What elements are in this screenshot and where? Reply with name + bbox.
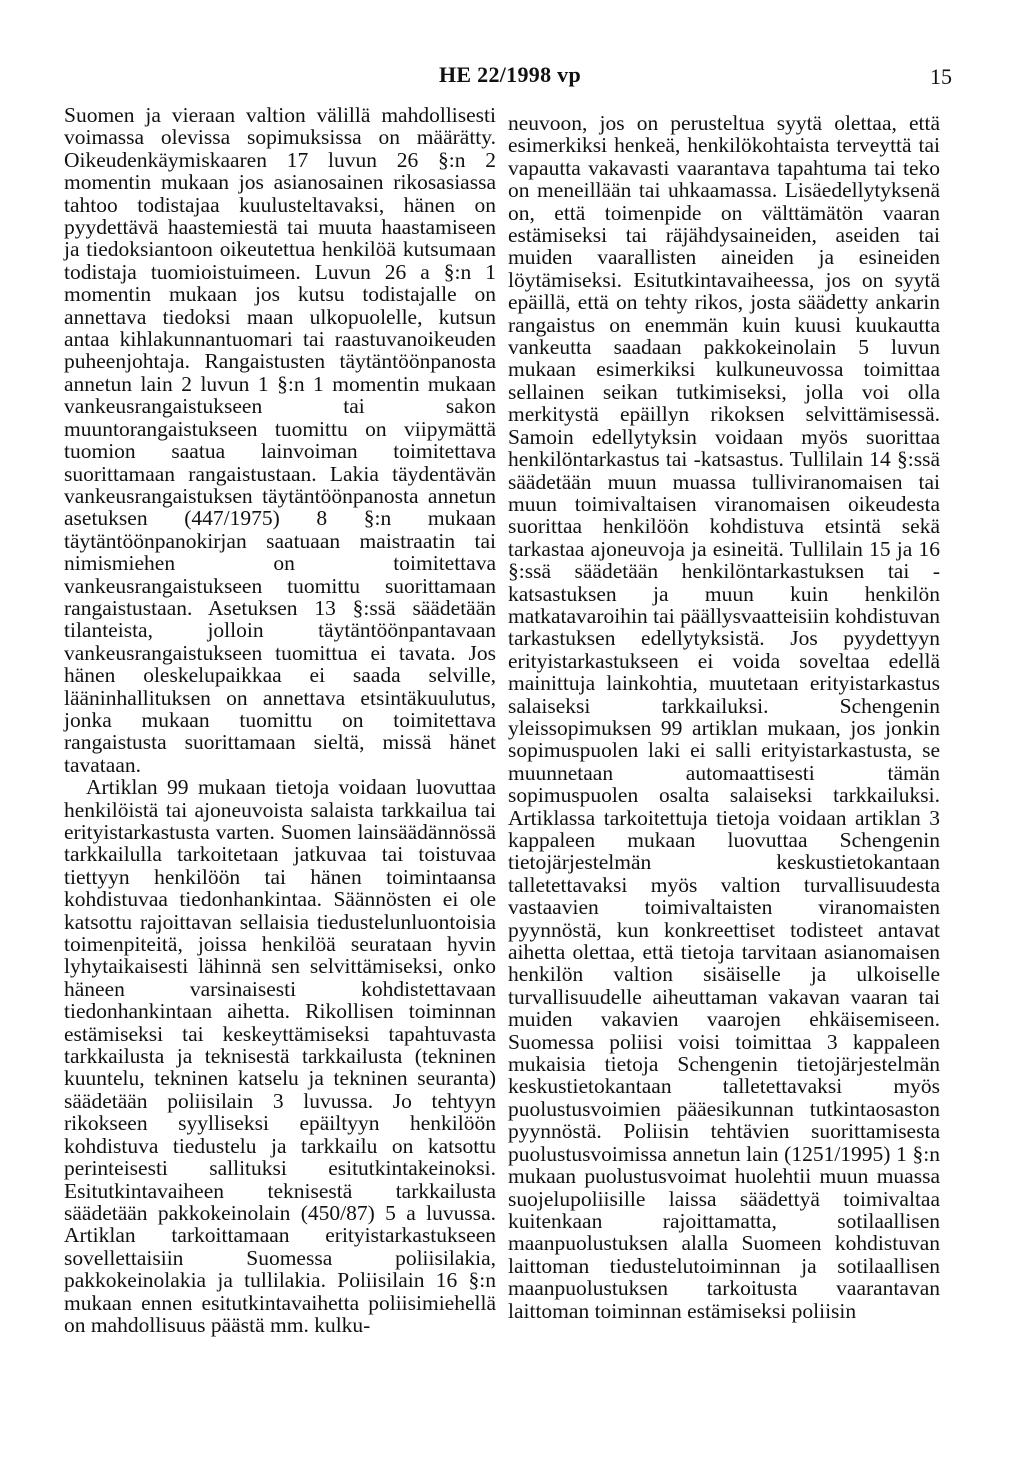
running-header <box>0 62 1024 92</box>
right-text-column <box>508 112 940 1322</box>
left-text-column <box>64 104 496 1336</box>
right-paragraph-1: neuvoon, jos on perusteltua syytä olettaa, että esimerkiksi henkeä, henkilökohtaista terveyttä tai vapautta vakavasti vaarantava tapahtuma tai teko on meneillään tai uhkaamassa. Lisäedellytyksenä on, että toimenpide on välttämätön vaaran estämiseksi tai räjähdysaineiden, aseiden tai muiden vaarallisten aineiden ja esineiden löytämiseksi. Esitutkintavaiheessa, jos on syytä epäillä, että on tehty rikos, josta säädetty ankarin rangaistus on enemmän kuin kuusi kuukautta vankeutta saadaan pakkokeinolain 5 luvun mukaan esimerkiksi kulkuneuvossa toimittaa sellainen seikan tutkimiseksi, jolla voi olla merkitystä epäillyn rikoksen selvittämisessä. Samoin edellytyksin voidaan myös suorittaa henkilöntarkastus tai -katsastus. Tullilain 14 §:ssä säädetään muun muassa tulliviranomaisen tai muun toimivaltaisen viranomaisen oikeudesta suorittaa henkilöön kohdistuva etsintä sekä tarkastaa ajoneuvoja ja esineitä. Tullilain 15 ja 16 §:ssä säädetään henkilöntarkastuksen tai -katsastuksen ja muun kuin henkilön matkatavaroihin tai päällysvaatteisiin kohdistuvan tarkastuksen edellytyksistä. Jos pyydettyyn erityistarkastukseen ei voida soveltaa edellä mainittuja lainkohtia, muutetaan erityistarkastus salaiseksi tarkkailuksi. Schengenin yleissopimuksen 99 artiklan mukaan, jos jonkin sopimuspuolen laki ei salli erityistarkastusta, se muunnetaan automaattisesti tämän sopimuspuolen osalta salaiseksi tarkkailuksi. Artiklassa tarkoitettuja tietoja voidaan artiklan 3 kappaleen mukaan luovuttaa Schengenin tietojärjestelmän keskustietokantaan talletettavaksi myös valtion turvallisuudesta vastaavien toimivaltaisten viranomaisten pyynnöstä, kun konkreettiset todisteet antavat aihetta olettaa, että tietoja tarvitaan asianomaisen henkilön valtion sisäiselle ja ulkoiselle turvallisuudelle aiheuttaman vakavan vaaran tai muiden vakavien vaarojen ehkäisemiseen. Suomessa poliisi voisi toimittaa 3 kappaleen mukaisia tietoja Schengenin tietojärjestelmän keskustietokantaan talletettavaksi myös puolustusvoimien pääesikunnan tutkintaosaston pyynnöstä. Poliisin tehtävien suorittamisesta puolustusvoimissa annetun lain (1251/1995) 1 §:n mukaan puolustusvoimat huolehtii muun muassa suojelupoliisille laissa säädettyä toimivaltaa kuitenkaan rajoittamatta, sotilaallisen maanpuolustuksen alalla Suomeen kohdistuvan laittoman tiedustelutoiminnan ja sotilaallisen maanpuolustuksen tarkoitusta vaarantavan laittoman toiminnan estämiseksi poliisin <box>508 111 940 1323</box>
document-identifier: HE 22/1998 vp <box>438 62 582 87</box>
left-paragraph-2: Artiklan 99 mukaan tietoja voidaan luovuttaa henkilöistä tai ajoneuvoista salaista tarkkailua tai erityistarkastusta varten. Suomen lainsäädännössä tarkkailulla tarkoitetaan jatkuvaa tai toistuvaa tiettyyn henkilöön tai hänen toimintaansa kohdistuvaa tiedonhankintaa. Säännösten ei ole katsottu rajoittavan sellaisia tiedustelunluontoisia toimenpiteitä, joissa henkilöä seurataan hyvin lyhytaikaisesti lähinnä sen selvittämiseksi, onko häneen varsinaisesti kohdistettavaan tiedonhankintaan aihetta. Rikollisen toiminnan estämiseksi tai keskeyttämiseksi tapahtuvasta tarkkailusta ja teknisestä tarkkailusta (tekninen kuuntelu, tekninen katselu ja tekninen seuranta) säädetään poliisilain 3 luvussa. Jo tehtyyn rikokseen syylliseksi epäiltyyn henkilöön kohdistuva tiedustelu ja tarkkailu on katsottu perinteisesti sallituksi esitutkintakeinoksi. Esitutkintavaiheen teknisestä tarkkailusta säädetään pakkokeinolain (450/87) 5 a luvussa. Artiklan tarkoittamaan erityistarkastukseen sovellettaisiin Suomessa poliisilakia, pakkokeinolakia ja tullilakia. Poliisilain 16 §:n mukaan ennen esitutkintavaihetta poliisimiehellä on mahdollisuus päästä mm. kulku- <box>64 775 496 1337</box>
page-number: 15 <box>930 64 952 89</box>
left-paragraph-1: Suomen ja vieraan valtion välillä mahdollisesti voimassa olevissa sopimuksissa on määrätty. Oikeudenkäymiskaaren 17 luvun 26 §:n 2 momentin mukaan jos asianosainen rikosasiassa tahtoo todistajaa kuulusteltavaksi, hänen on pyydettävä haastemiestä tai muuta haastamiseen ja tiedoksiantoon oikeutettua henkilöä kutsumaan todistaja tuomioistuimeen. Luvun 26 a §:n 1 momentin mukaan jos kutsu todistajalle on annettava tiedoksi maan ulkopuolelle, kutsun antaa kihlakunnantuomari tai raastuvanoikeuden puheenjohtaja. Rangaistusten täytäntöönpanosta annetun lain 2 luvun 1 §:n 1 momentin mukaan vankeusrangaistukseen tai sakon muuntorangaistukseen tuomittu on viipymättä tuomion saatua lainvoiman toimitettava suorittamaan rangaistustaan. Lakia täydentävän vankeusrangaistuksen täytäntöönpanosta annetun asetuksen (447/1975) 8 §:n mukaan täytäntöönpanokirjan saatuaan maistraatin tai nimismiehen on toimitettava vankeusrangaistukseen tuomittu suorittamaan rangaistustaan. Asetuksen 13 §:ssä säädetään tilanteista, jolloin täytäntöönpantavaan vankeusrangaistukseen tuomittua ei tavata. Jos hänen oleskelupaikkaa ei saada selville, lääninhallituksen on annettava etsintäkuulutus, jonka mukaan tuomittu on toimitettava rangaistusta suorittamaan sieltä, missä hänet tavataan. <box>64 103 496 777</box>
